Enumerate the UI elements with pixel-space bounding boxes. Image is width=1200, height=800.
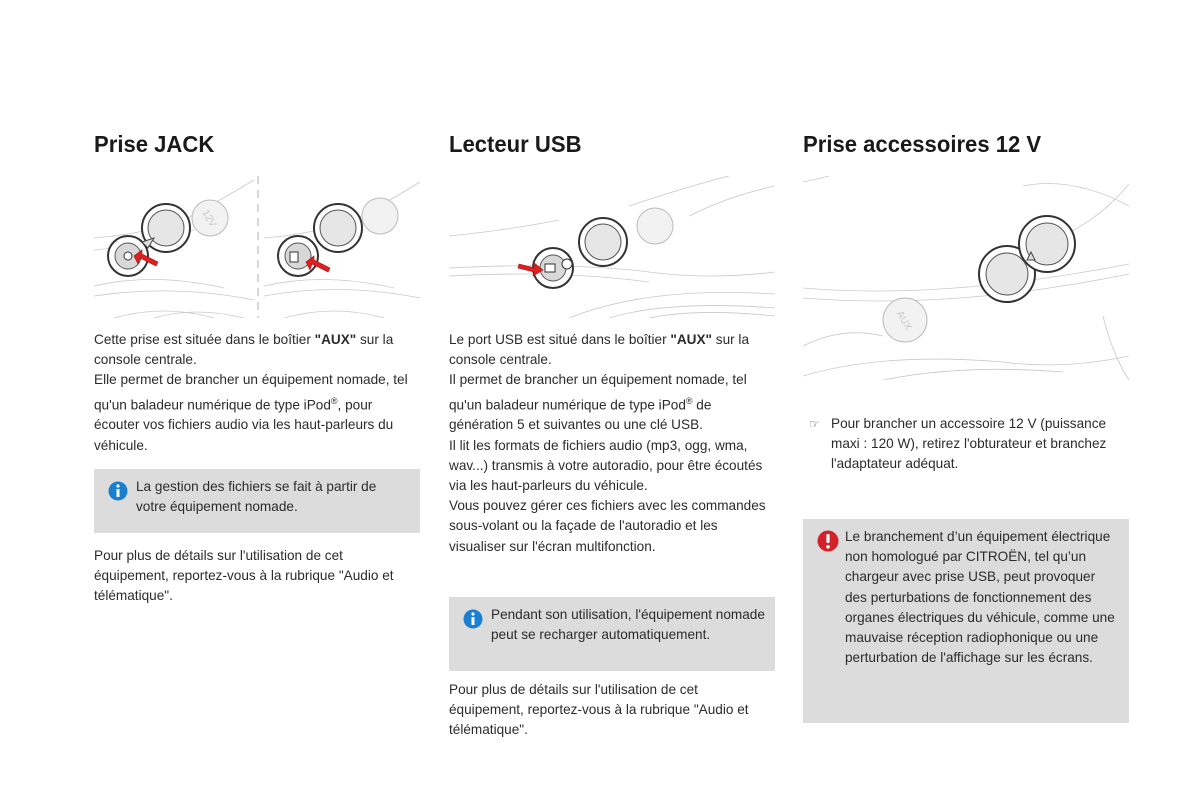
warning-icon (817, 530, 839, 558)
usb-desc-part: Il permet de brancher un équipement nomade, tel qu'un baladeur numérique de type iPod (449, 372, 747, 413)
info-note-text: La gestion des fichiers se fait à partir de votre équipement nomade. (136, 479, 377, 515)
accessory-instruction (803, 414, 1129, 475)
warning-note-text: Le branchement d’un équipement électrique non homologué par CITROËN, tel qu’un chargeur avec prise USB, peut provoquer des perturbations de fonctionnement des organes électriques du véhicule, comme une mauvaise réception radiophonique ou une perturbation de l'affichage sur les écrans. (845, 529, 1115, 666)
usb-more-info (449, 680, 775, 741)
usb-desc-part: Il lit les formats de fichiers audio (mp3, ogg, wma, wav...) transmis à votre autoradio, pour être écoutés via les haut-parleurs du véhicule. (449, 437, 763, 493)
usb-info-note (449, 597, 775, 671)
socket-label-aux: AUX (893, 309, 914, 333)
info-icon (463, 609, 483, 635)
jack-desc-part: Elle permet de brancher un équipement nomade, tel qu'un baladeur numérique de type iPod (94, 372, 408, 413)
accessory-warning-note (803, 519, 1129, 723)
usb-desc-part: de génération 5 et suivantes ou une clé USB. (449, 397, 712, 433)
more-info-text: Pour plus de détails sur l'utilisation de cet équipement, reportez-vous à la rubrique "Audio et télématique". (449, 682, 749, 738)
jack-info-note (94, 469, 420, 533)
aux-label: "AUX" (670, 332, 712, 347)
usb-desc-part: sur la console centrale. (449, 332, 750, 368)
registered-mark: ® (330, 395, 338, 406)
jack-desc-part: Cette prise est située dans le boîtier (94, 332, 315, 347)
aux-label: "AUX" (314, 332, 357, 347)
registered-mark: ® (685, 395, 693, 406)
usb-description (449, 330, 775, 557)
accessory-illustration (803, 176, 1129, 380)
socket-label-12v: 12V (199, 208, 218, 230)
jack-illustration (94, 176, 420, 318)
usb-illustration (449, 176, 775, 318)
usb-desc-part: Vous pouvez gérer ces fichiers avec les commandes sous-volant ou la façade de l'autoradio et les visualiser sur l'écran multifonction. (449, 498, 766, 554)
section-title-jack: Prise JACK (94, 131, 215, 157)
usb-desc-part: Le port USB est situé dans le boîtier (449, 332, 671, 347)
hand-pointer-icon: ☞ (809, 417, 820, 431)
info-note-text: Pendant son utilisation, l'équipement nomade peut se recharger automatiquement. (491, 607, 765, 643)
section-title-usb: Lecteur USB (449, 131, 582, 157)
jack-more-info (94, 546, 420, 607)
jack-description (94, 330, 420, 456)
jack-desc-part: , pour écouter vos fichiers audio via les haut-parleurs du véhicule. (94, 397, 394, 453)
more-info-text: Pour plus de détails sur l'utilisation de cet équipement, reportez-vous à la rubrique "Audio et télématique". (94, 548, 394, 604)
section-title-accessory: Prise accessoires 12 V (803, 131, 1042, 157)
jack-desc-part: sur la console centrale. (94, 332, 394, 368)
instruction-text: Pour brancher un accessoire 12 V (puissance maxi : 120 W), retirez l'obturateur et branchez l'adaptateur adéquat. (831, 416, 1107, 472)
info-icon (108, 481, 128, 507)
